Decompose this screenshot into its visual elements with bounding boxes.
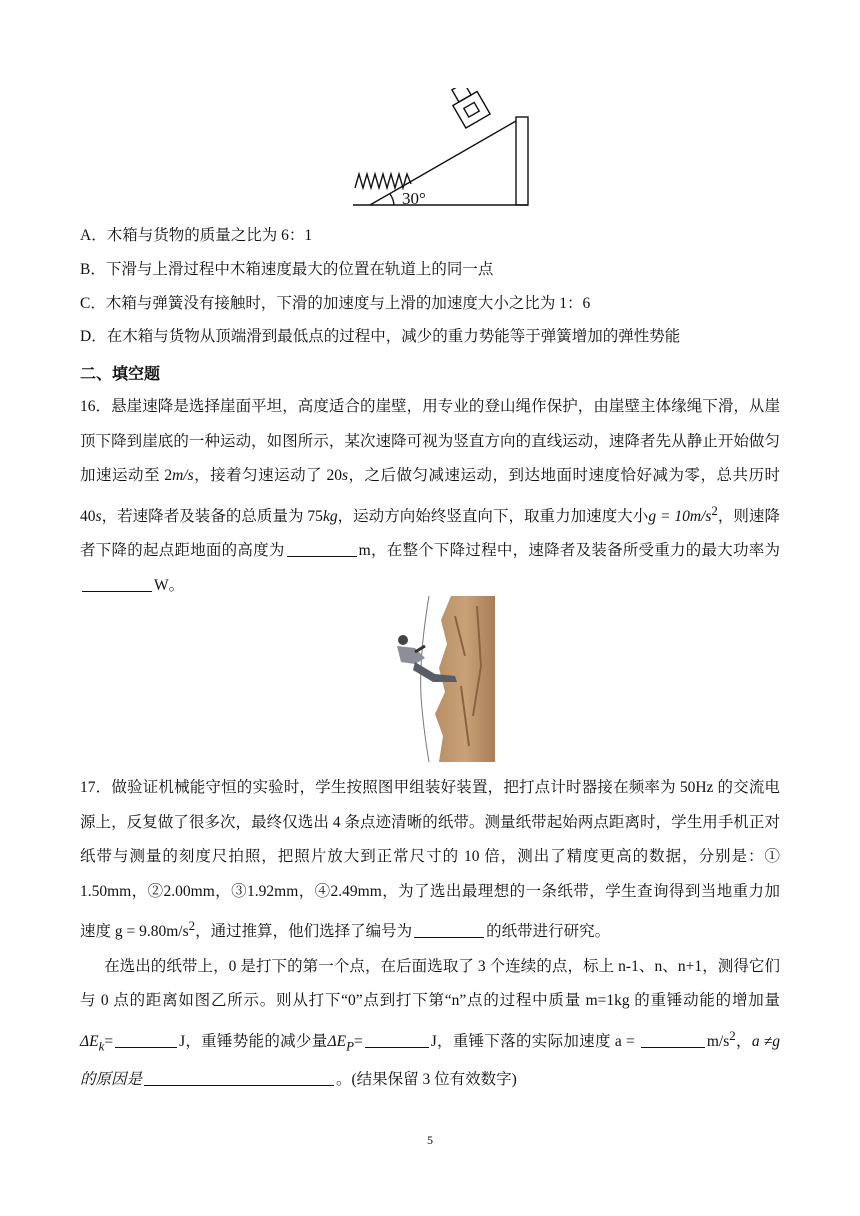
incline-figure [350, 88, 530, 210]
section-title: 二、填空题 [80, 364, 161, 383]
q16-unit-1: m/s [172, 467, 194, 484]
q17-delta-ek: ΔE [80, 1032, 99, 1050]
q17-text-6: J，重锤下落的实际加速度 a = [430, 1032, 639, 1050]
q17-blank-reason[interactable] [144, 1069, 334, 1086]
angle-arc [390, 194, 394, 205]
q17-blank-tape-number[interactable] [414, 921, 484, 938]
q16-text-3: ，之后做匀减速运动，到达地面时速度恰好减为零，总共历时 40 [80, 467, 780, 525]
option-c: C．木箱与弹簧没有接触时，下滑的加速度与上滑的加速度大小之比为 1：6 [80, 295, 591, 312]
q17-text-9: 。(结果保留 3 位有效数字) [336, 1071, 517, 1089]
q17-superscript-2: 2 [729, 1027, 736, 1043]
q16-text-6: ，则速降者下降的起点距地面的高度为 [80, 507, 780, 560]
q17-ep-subscript: P [346, 1037, 354, 1053]
q16-text-8: W。 [154, 576, 185, 594]
page-number: 5 [427, 1133, 433, 1147]
question-16 [80, 390, 780, 603]
q17-text-8: a ≠g 的原因是 [80, 1032, 780, 1089]
q17-blank-accel[interactable] [641, 1031, 705, 1048]
q17-text-3: 的纸带进行研究。 [486, 923, 611, 941]
q16-blank-height[interactable] [287, 540, 357, 557]
q17-text-2: ，通过推算，他们选择了编号为 [195, 923, 413, 941]
rappelling-photo [385, 596, 497, 762]
q16-text-1: 16．悬崖速降是选择崖面平坦，高度适合的崖壁，用专业的登山绳作保护，由崖壁主体缘绳下滑，从崖顶下降到崖底的一种运动，如图所示，某次速降可视为竖直方向的直线运动，速降者先从静止开始做匀加速运动至 2 [80, 398, 780, 484]
q17-blank-ek[interactable] [115, 1031, 177, 1048]
q16-text-5: ，运动方向始终竖直向下，取重力加速度大小 [337, 507, 649, 525]
q16-text-4: ，若速降者及装备的总质量为 75 [101, 507, 323, 525]
q17-text-1: 17．做验证机械能守恒的实验时，学生按照图甲组装好装置，把打点计时器接在频率为 50Hz 的交流电源上，反复做了很多次，最终仅选出 4 条点迹清晰的纸带。测量纸带起始两点距离时，学生用手机正对纸带与测量的刻度尺拍照，把照片放大到正常尺寸的 10 倍，测出了精度更高的数据，分别是：① 1.50mm，②2.00mm，③1.92mm，④2.49mm，为了选出最理想的一条纸带，学生查询得到当地重力加速度 g = 9.80m/s [80, 779, 780, 941]
q16-g-expression: g = 10m/s [648, 507, 712, 525]
q16-unit-4: kg [322, 507, 338, 525]
q16-unit-2: s [342, 467, 349, 484]
q16-blank-power[interactable] [82, 575, 152, 592]
option-b: B．下滑与上滑过程中木箱速度最大的位置在轨道上的同一点 [80, 261, 494, 278]
vertical-wall [516, 117, 528, 205]
q17-superscript-1: 2 [188, 918, 196, 933]
q17-text-4: 在选出的纸带上，0 是打下的第一个点，在后面选取了 3 个连续的点，标上 n-1、n、n+1，测得它们与 0 点的距离如图乙所示。则从打下“0”点到打下第“n”点的过程中质量 m=1kg 的重锤动能的增加量 [80, 957, 780, 1010]
q16-unit-3: s [95, 507, 102, 525]
q17-ek-subscript: k [98, 1037, 105, 1053]
option-a: A．木箱与货物的质量之比为 6：1 [80, 227, 313, 244]
q16-superscript: 2 [711, 502, 718, 518]
angle-label: 30° [402, 189, 426, 208]
q16-text-7: m，在整个下降过程中，速降者及装备所受重力的最大功率为 [358, 542, 780, 560]
spring [355, 174, 411, 188]
q17-text-5: J，重锤势能的减少量 [179, 1032, 328, 1050]
box-with-cargo [446, 88, 490, 128]
question-17: 17．做验证机械能守恒的实验时，学生按照图甲组装好装置，把打点计时器接在频率为 50Hz 的交流电源上，反复做了很多次，最终仅选出 4 条点迹清晰的纸带。测量纸带起始两点距离时，学生用手机正对纸带与测量的刻度尺拍照，把照片放大到正常尺寸的 10 倍，测出了精度更高的数据，分别是：① 1.50mm，②2.00mm，③1.92mm，④2.49mm，为了选出最理想的一条纸带，学生查询得到当地重力加速度 $g = 9.80m/s^2$，通过推算，他们选择了编号为 的纸带进行研究。 在选出的纸带上，0 是打下的第一个点，在后面选取了 3 个连续的点，标上 n-1、n、n+1，测得它们与 0 点的距离如图乙所示。则从打下“0”点到打下第“n”点的过程中质量 m=1kg 的重锤动能的增加量$\Delta E_k= J$，重锤势能的减少量$\Delta E_P= J$，重锤下落的实际加速度 $a = m/s^2$，a ≠g 的原因是 。(结果保留 3 位有效数字) [80, 779, 780, 1089]
q16-text-2: ，接着匀速运动了 20 [193, 467, 342, 484]
rope [421, 596, 429, 762]
option-d: D．在木箱与货物从顶端滑到最低点的过程中，减少的重力势能等于弹簧增加的弹性势能 [80, 328, 681, 345]
q17-text-7: m/s [706, 1032, 730, 1050]
q17-delta-ep: ΔE [327, 1032, 347, 1050]
incline-surface [370, 121, 516, 205]
q17-blank-ep[interactable] [365, 1031, 429, 1048]
